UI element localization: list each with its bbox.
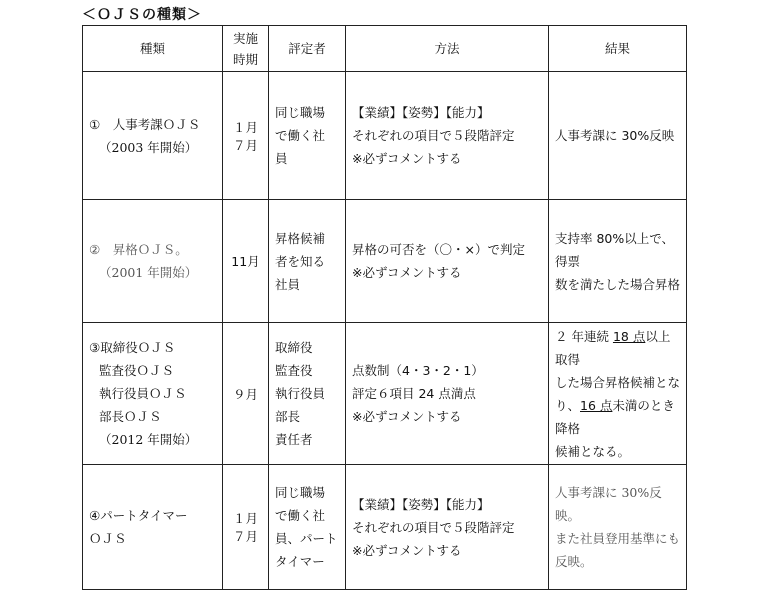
method-line: 【業績】【姿勢】【能力】	[352, 105, 490, 120]
timing-line: １月	[232, 119, 258, 135]
type-line: ＯＪＳ	[89, 531, 127, 546]
ojs-types-table	[82, 25, 687, 590]
evaluator-line: 取締役	[275, 340, 313, 355]
result-line: 支持率 80%以上で、得票	[555, 230, 675, 269]
result-line: また社員登用基準にも	[555, 531, 681, 546]
method-line: 評定６項目 24 点満点	[352, 386, 476, 401]
type-line: ① 人事考課ＯＪＳ	[89, 116, 201, 132]
method-line: それぞれの項目で５段階評定	[352, 519, 515, 535]
result-line: 候補となる。	[555, 443, 631, 459]
result-line: 数を満たした場合昇格	[555, 276, 681, 292]
method-line: 昇格の可否を（〇・×）で判定	[352, 242, 525, 257]
header-method: 方法	[346, 26, 549, 72]
evaluator-cell	[269, 465, 346, 590]
evaluator-line: 者を知る	[275, 253, 326, 269]
type-line: 部長ＯＪＳ	[99, 409, 162, 424]
timing-line: ７月	[232, 529, 258, 544]
result-threshold-upper: 18 点	[612, 328, 646, 344]
result-text: ２ 年連続	[555, 328, 613, 344]
result-line: 反映。	[555, 554, 593, 569]
evaluator-cell	[269, 323, 346, 465]
timing-line: ９月	[232, 386, 258, 402]
table-row	[83, 72, 687, 200]
method-line: ※必ずコメントする	[352, 151, 462, 166]
result-cell	[549, 465, 687, 590]
type-cell	[83, 323, 223, 465]
type-line: （2003 年開始）	[99, 139, 198, 155]
type-cell	[83, 72, 223, 200]
type-cell	[83, 465, 223, 590]
type-line: ② 昇格ＯＪＳ。	[89, 242, 188, 257]
section-heading: ＜ＯＪＳの種類＞	[82, 7, 202, 23]
type-line: 執行役員ＯＪＳ	[99, 386, 187, 401]
type-line: ③取締役ＯＪＳ	[89, 340, 176, 355]
evaluator-line: 監査役	[275, 363, 313, 378]
result-text: 以上取得	[555, 328, 671, 367]
evaluator-line: 員、パート	[275, 531, 338, 546]
method-cell	[346, 200, 549, 323]
result-text: 未満のとき降格	[555, 397, 675, 436]
evaluator-line: で働く社	[275, 128, 326, 143]
result-cell	[549, 200, 687, 323]
evaluator-line: 同じ職場	[275, 105, 326, 120]
method-line: ※必ずコメントする	[352, 542, 462, 558]
header-evaluator: 評定者	[269, 26, 346, 72]
result-line: 人事考課に 30%反映	[555, 128, 675, 143]
result-line: した場合昇格候補とな	[555, 374, 681, 390]
table-row	[83, 465, 687, 590]
method-line: 【業績】【姿勢】【能力】	[352, 496, 490, 512]
method-line: 点数制（4・3・2・1）	[352, 363, 484, 378]
type-line: 監査役ＯＪＳ	[99, 363, 175, 378]
evaluator-line: 部長	[275, 409, 301, 424]
timing-cell	[223, 200, 269, 323]
result-cell	[549, 72, 687, 200]
result-line	[555, 325, 680, 371]
result-text: り、	[555, 397, 581, 413]
result-cell	[549, 323, 687, 465]
result-line	[555, 394, 680, 440]
table-header-row	[83, 26, 687, 72]
timing-cell	[223, 72, 269, 200]
evaluator-line: タイマー	[275, 554, 325, 569]
result-line: 人事考課に 30%反映。	[555, 485, 662, 523]
timing-cell	[223, 465, 269, 590]
evaluator-line: 社員	[275, 276, 301, 292]
evaluator-cell	[269, 200, 346, 323]
method-line: それぞれの項目で５段階評定	[352, 128, 515, 143]
type-line: ④パートタイマー	[89, 508, 188, 523]
method-line: ※必ずコメントする	[352, 265, 462, 280]
timing-line: ７月	[232, 137, 258, 153]
evaluator-line: 同じ職場	[275, 485, 326, 500]
type-line: （2012 年開始）	[99, 432, 198, 447]
table-row	[83, 200, 687, 323]
header-timing-line1: 実施	[232, 30, 258, 46]
evaluator-line: 員	[275, 151, 288, 166]
timing-cell	[223, 323, 269, 465]
result-threshold-lower: 16 点	[580, 397, 613, 413]
type-cell	[83, 200, 223, 323]
table-row	[83, 323, 687, 465]
timing-line: 11月	[231, 254, 260, 269]
evaluator-line: 昇格候補	[275, 230, 326, 246]
header-timing	[223, 26, 269, 72]
evaluator-line: 執行役員	[275, 386, 326, 401]
header-type: 種類	[83, 26, 223, 72]
timing-line: １月	[232, 511, 258, 526]
method-cell	[346, 323, 549, 465]
evaluator-cell	[269, 72, 346, 200]
method-cell	[346, 465, 549, 590]
method-cell	[346, 72, 549, 200]
type-line: （2001 年開始）	[99, 265, 198, 280]
header-timing-line2: 時期	[232, 51, 258, 67]
evaluator-line: で働く社	[275, 508, 326, 523]
method-line: ※必ずコメントする	[352, 409, 462, 424]
header-result: 結果	[549, 26, 687, 72]
evaluator-line: 責任者	[275, 432, 313, 447]
